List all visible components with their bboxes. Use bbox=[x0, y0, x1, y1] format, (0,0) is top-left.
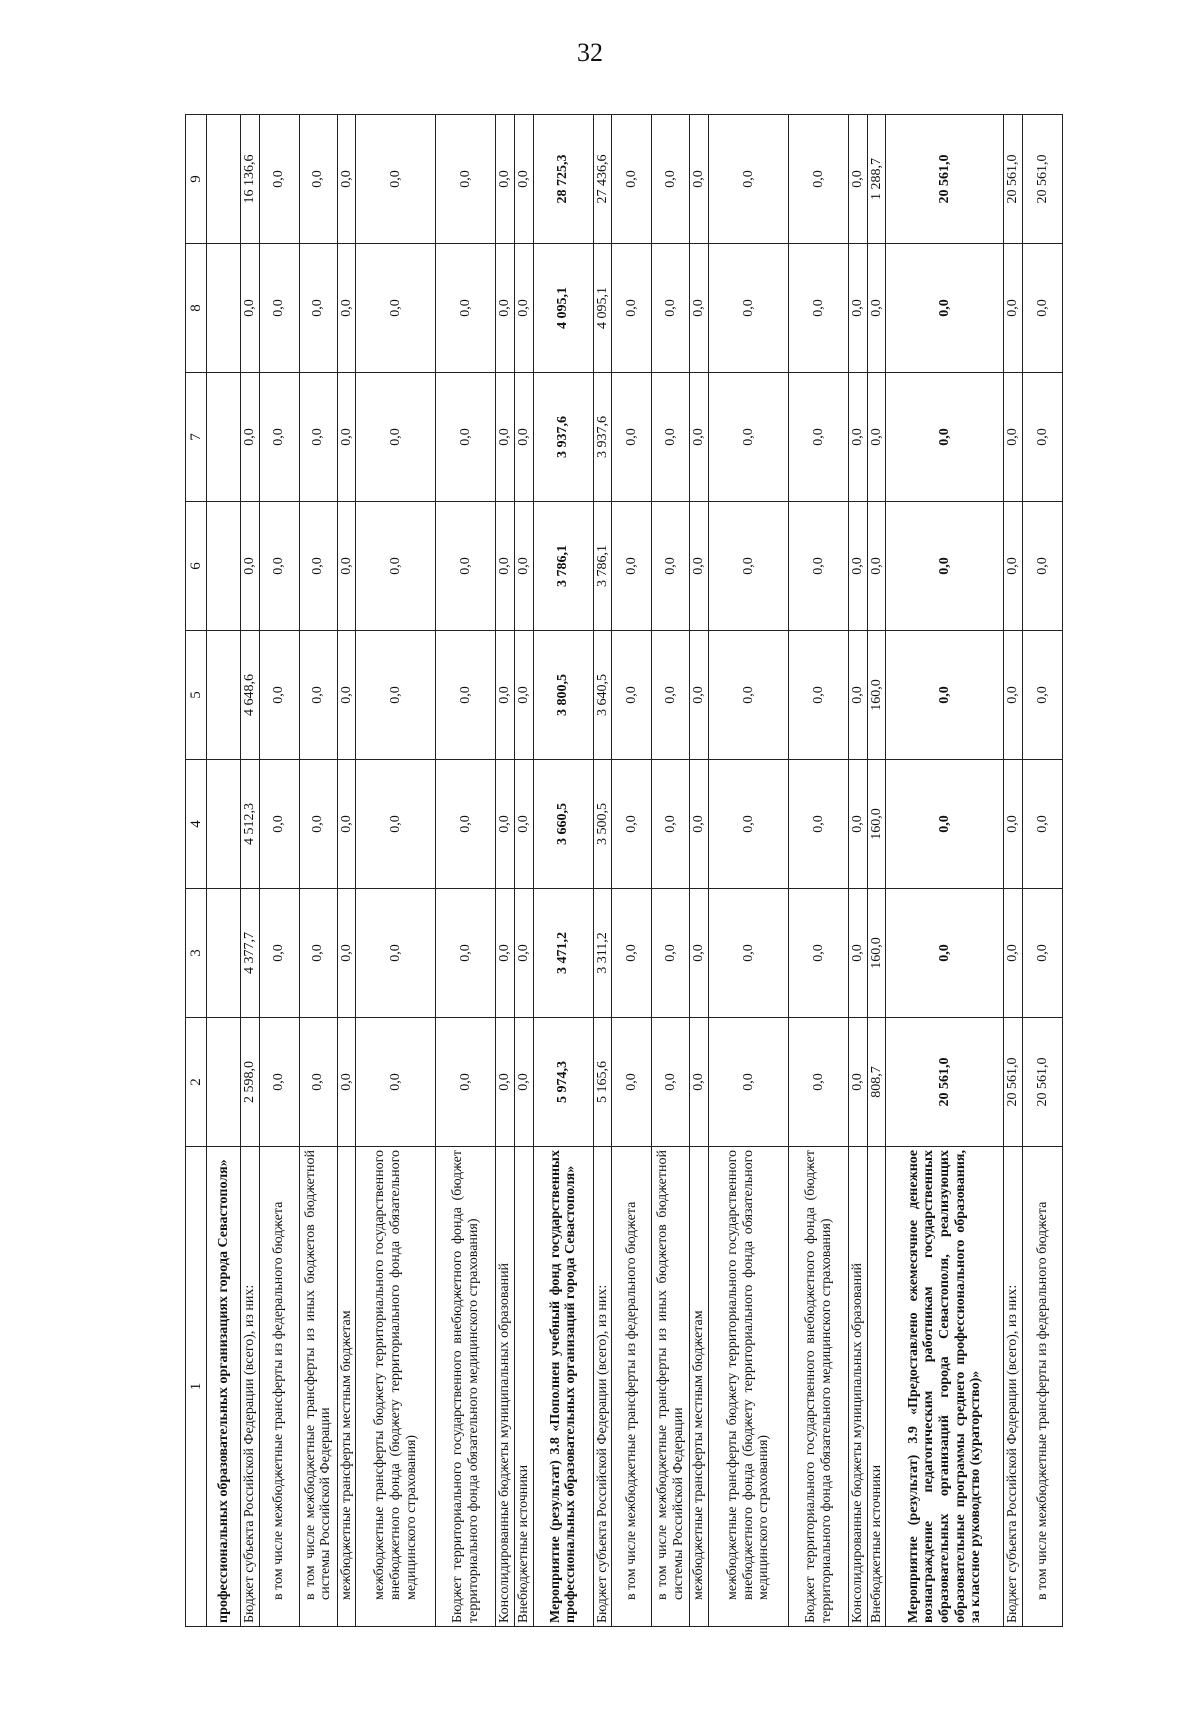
value-cell: 0,0 bbox=[356, 760, 436, 889]
value-cell: 5 974,3 bbox=[533, 1018, 593, 1147]
value-cell: 20 561,0 bbox=[1023, 115, 1063, 244]
value-cell: 0,0 bbox=[612, 502, 652, 631]
value-cell: 0,0 bbox=[849, 1018, 868, 1147]
value-cell: 0,0 bbox=[652, 244, 690, 373]
value-cell: 27 436,6 bbox=[593, 115, 612, 244]
value-cell: 0,0 bbox=[690, 1018, 709, 1147]
value-cell: 0,0 bbox=[886, 502, 1004, 631]
value-cell: 0,0 bbox=[849, 631, 868, 760]
row-label: межбюджетные трансферты местным бюджетам bbox=[337, 1147, 356, 1627]
value-cell: 0,0 bbox=[436, 631, 496, 760]
value-cell: 0,0 bbox=[496, 373, 515, 502]
row-label: межбюджетные трансферты бюджету территориального государственного внебюджетного фонда (бюджету территориального фонда обязательного медицинского страхования) bbox=[709, 1147, 789, 1627]
value-cell: 0,0 bbox=[515, 244, 534, 373]
value-cell: 0,0 bbox=[789, 115, 849, 244]
value-cell: 3 500,5 bbox=[593, 760, 612, 889]
value-cell: 0,0 bbox=[515, 889, 534, 1018]
column-header: 2 bbox=[186, 1018, 207, 1147]
value-cell: 0,0 bbox=[299, 631, 337, 760]
value-cell: 4 377,7 bbox=[241, 889, 260, 1018]
row-label: в том числе межбюджетные трансферты из иных бюджетов бюджетной системы Российской Федерации bbox=[652, 1147, 690, 1627]
value-cell bbox=[207, 1018, 241, 1147]
value-cell: 0,0 bbox=[515, 1018, 534, 1147]
value-cell: 0,0 bbox=[690, 373, 709, 502]
value-cell: 20 561,0 bbox=[886, 1018, 1004, 1147]
value-cell: 0,0 bbox=[690, 502, 709, 631]
value-cell: 0,0 bbox=[436, 889, 496, 1018]
value-cell: 0,0 bbox=[1023, 244, 1063, 373]
value-cell: 0,0 bbox=[849, 244, 868, 373]
row-label: Мероприятие (результат) 3.9 «Предоставлено ежемесячное денежное вознаграждение педагогическим работникам государственных образовательных организаций города Севастополя, реализующих образовательные программы среднего профессионального образования, за классное руководство (кураторство)» bbox=[886, 1147, 1004, 1627]
value-cell: 0,0 bbox=[299, 760, 337, 889]
row-label: Консолидированные бюджеты муниципальных образований bbox=[849, 1147, 868, 1627]
value-cell: 0,0 bbox=[709, 889, 789, 1018]
value-cell: 0,0 bbox=[612, 1018, 652, 1147]
value-cell: 0,0 bbox=[867, 502, 886, 631]
value-cell bbox=[207, 502, 241, 631]
value-cell: 0,0 bbox=[515, 115, 534, 244]
table-row bbox=[356, 115, 436, 1627]
value-cell: 0,0 bbox=[612, 889, 652, 1018]
value-cell: 20 561,0 bbox=[886, 115, 1004, 244]
value-cell: 0,0 bbox=[709, 502, 789, 631]
value-cell: 0,0 bbox=[337, 1018, 356, 1147]
value-cell: 3 786,1 bbox=[533, 502, 593, 631]
row-label: межбюджетные трансферты местным бюджетам bbox=[690, 1147, 709, 1627]
value-cell: 0,0 bbox=[690, 115, 709, 244]
value-cell: 0,0 bbox=[299, 373, 337, 502]
value-cell: 0,0 bbox=[356, 373, 436, 502]
value-cell: 0,0 bbox=[849, 889, 868, 1018]
row-label: межбюджетные трансферты бюджету территориального государственного внебюджетного фонда (бюджету территориального фонда обязательного медицинского страхования) bbox=[356, 1147, 436, 1627]
table-row bbox=[612, 115, 652, 1627]
table-body bbox=[186, 115, 1063, 1627]
table-row bbox=[886, 115, 1004, 1627]
value-cell: 0,0 bbox=[1004, 631, 1023, 760]
table-row bbox=[789, 115, 849, 1627]
row-label: Бюджет территориального государственного внебюджетного фонда (бюджет территориального фонда обязательного медицинского страхования) bbox=[436, 1147, 496, 1627]
value-cell: 0,0 bbox=[652, 889, 690, 1018]
value-cell: 0,0 bbox=[515, 502, 534, 631]
value-cell: 0,0 bbox=[337, 502, 356, 631]
value-cell: 0,0 bbox=[1023, 889, 1063, 1018]
value-cell: 0,0 bbox=[436, 244, 496, 373]
value-cell: 0,0 bbox=[886, 631, 1004, 760]
table-row bbox=[337, 115, 356, 1627]
column-header: 6 bbox=[186, 502, 207, 631]
value-cell: 0,0 bbox=[612, 373, 652, 502]
value-cell: 2 598,0 bbox=[241, 1018, 260, 1147]
value-cell: 20 561,0 bbox=[1004, 115, 1023, 244]
table-row bbox=[259, 115, 299, 1627]
table-row bbox=[652, 115, 690, 1627]
value-cell: 0,0 bbox=[690, 244, 709, 373]
value-cell: 1 288,7 bbox=[867, 115, 886, 244]
value-cell: 0,0 bbox=[886, 373, 1004, 502]
column-header: 7 bbox=[186, 373, 207, 502]
value-cell: 3 311,2 bbox=[593, 889, 612, 1018]
table-row bbox=[709, 115, 789, 1627]
value-cell bbox=[207, 760, 241, 889]
value-cell: 0,0 bbox=[259, 631, 299, 760]
value-cell: 20 561,0 bbox=[1023, 1018, 1063, 1147]
table-row bbox=[436, 115, 496, 1627]
column-header: 4 bbox=[186, 760, 207, 889]
table-row bbox=[533, 115, 593, 1627]
value-cell: 0,0 bbox=[709, 1018, 789, 1147]
value-cell: 808,7 bbox=[867, 1018, 886, 1147]
row-label: Бюджет субъекта Российской Федерации (всего), из них: bbox=[241, 1147, 260, 1627]
value-cell: 0,0 bbox=[789, 1018, 849, 1147]
table-header-row bbox=[186, 115, 207, 1627]
value-cell: 0,0 bbox=[612, 244, 652, 373]
table-row bbox=[496, 115, 515, 1627]
row-label: Внебюджетные источники bbox=[515, 1147, 534, 1627]
value-cell: 0,0 bbox=[436, 760, 496, 889]
row-label: Бюджет субъекта Российской Федерации (всего), из них: bbox=[1004, 1147, 1023, 1627]
column-header: 8 bbox=[186, 244, 207, 373]
value-cell: 4 095,1 bbox=[593, 244, 612, 373]
value-cell: 0,0 bbox=[496, 889, 515, 1018]
value-cell: 0,0 bbox=[436, 373, 496, 502]
value-cell: 0,0 bbox=[789, 244, 849, 373]
value-cell: 0,0 bbox=[652, 115, 690, 244]
value-cell: 0,0 bbox=[259, 1018, 299, 1147]
value-cell: 0,0 bbox=[259, 373, 299, 502]
value-cell: 0,0 bbox=[259, 115, 299, 244]
row-label: Бюджет территориального государственного внебюджетного фонда (бюджет территориального фонда обязательного медицинского страхования) bbox=[789, 1147, 849, 1627]
value-cell: 160,0 bbox=[867, 760, 886, 889]
value-cell: 0,0 bbox=[789, 760, 849, 889]
value-cell: 0,0 bbox=[652, 373, 690, 502]
table-row bbox=[690, 115, 709, 1627]
value-cell: 0,0 bbox=[496, 1018, 515, 1147]
value-cell: 0,0 bbox=[356, 631, 436, 760]
value-cell: 0,0 bbox=[652, 1018, 690, 1147]
value-cell: 0,0 bbox=[337, 889, 356, 1018]
table-row bbox=[241, 115, 260, 1627]
value-cell: 0,0 bbox=[849, 760, 868, 889]
value-cell: 28 725,3 bbox=[533, 115, 593, 244]
table-row bbox=[867, 115, 886, 1627]
value-cell: 0,0 bbox=[356, 244, 436, 373]
value-cell: 0,0 bbox=[690, 889, 709, 1018]
row-label: Бюджет субъекта Российской Федерации (всего), из них: bbox=[593, 1147, 612, 1627]
row-label: Внебюджетные источники bbox=[867, 1147, 886, 1627]
value-cell: 4 095,1 bbox=[533, 244, 593, 373]
value-cell: 0,0 bbox=[337, 631, 356, 760]
table-rotator bbox=[185, 115, 1185, 1627]
value-cell: 0,0 bbox=[789, 373, 849, 502]
value-cell bbox=[207, 889, 241, 1018]
value-cell: 3 786,1 bbox=[593, 502, 612, 631]
value-cell: 5 165,6 bbox=[593, 1018, 612, 1147]
value-cell: 0,0 bbox=[259, 760, 299, 889]
value-cell: 0,0 bbox=[1004, 502, 1023, 631]
value-cell: 0,0 bbox=[496, 502, 515, 631]
table-row bbox=[593, 115, 612, 1627]
value-cell bbox=[207, 631, 241, 760]
value-cell: 0,0 bbox=[436, 1018, 496, 1147]
value-cell: 0,0 bbox=[241, 502, 260, 631]
value-cell: 0,0 bbox=[515, 631, 534, 760]
value-cell: 0,0 bbox=[299, 115, 337, 244]
value-cell: 0,0 bbox=[709, 373, 789, 502]
value-cell bbox=[207, 244, 241, 373]
budget-table bbox=[185, 114, 1063, 1627]
table-row bbox=[849, 115, 868, 1627]
value-cell bbox=[207, 115, 241, 244]
value-cell: 0,0 bbox=[612, 760, 652, 889]
value-cell: 0,0 bbox=[1004, 244, 1023, 373]
value-cell: 0,0 bbox=[690, 760, 709, 889]
value-cell: 0,0 bbox=[709, 631, 789, 760]
value-cell: 0,0 bbox=[709, 244, 789, 373]
value-cell: 0,0 bbox=[1004, 760, 1023, 889]
row-label: в том числе межбюджетные трансферты из федерального бюджета bbox=[1023, 1147, 1063, 1627]
value-cell: 16 136,6 bbox=[241, 115, 260, 244]
value-cell: 0,0 bbox=[789, 502, 849, 631]
value-cell: 0,0 bbox=[436, 115, 496, 244]
value-cell: 0,0 bbox=[356, 115, 436, 244]
value-cell: 3 640,5 bbox=[593, 631, 612, 760]
value-cell: 0,0 bbox=[1023, 373, 1063, 502]
value-cell: 3 471,2 bbox=[533, 889, 593, 1018]
column-header: 9 bbox=[186, 115, 207, 244]
value-cell: 0,0 bbox=[241, 373, 260, 502]
value-cell: 3 937,6 bbox=[593, 373, 612, 502]
value-cell: 0,0 bbox=[299, 502, 337, 631]
row-label: в том числе межбюджетные трансферты из федерального бюджета bbox=[612, 1147, 652, 1627]
value-cell: 160,0 bbox=[867, 631, 886, 760]
value-cell: 0,0 bbox=[299, 889, 337, 1018]
value-cell: 0,0 bbox=[612, 631, 652, 760]
value-cell: 0,0 bbox=[652, 631, 690, 760]
value-cell: 0,0 bbox=[849, 373, 868, 502]
column-header: 5 bbox=[186, 631, 207, 760]
value-cell: 0,0 bbox=[652, 502, 690, 631]
row-label: Консолидированные бюджеты муниципальных образований bbox=[496, 1147, 515, 1627]
value-cell: 0,0 bbox=[867, 244, 886, 373]
value-cell: 0,0 bbox=[1004, 373, 1023, 502]
value-cell: 0,0 bbox=[436, 502, 496, 631]
value-cell: 0,0 bbox=[259, 244, 299, 373]
value-cell: 0,0 bbox=[356, 502, 436, 631]
value-cell: 0,0 bbox=[1023, 502, 1063, 631]
value-cell: 0,0 bbox=[652, 760, 690, 889]
page-number: 32 bbox=[577, 38, 603, 67]
table-row bbox=[1004, 115, 1023, 1627]
value-cell: 0,0 bbox=[356, 1018, 436, 1147]
value-cell: 3 800,5 bbox=[533, 631, 593, 760]
value-cell: 0,0 bbox=[496, 760, 515, 889]
value-cell: 20 561,0 bbox=[1004, 1018, 1023, 1147]
value-cell: 0,0 bbox=[496, 115, 515, 244]
value-cell: 0,0 bbox=[356, 889, 436, 1018]
value-cell: 3 937,6 bbox=[533, 373, 593, 502]
value-cell: 0,0 bbox=[299, 1018, 337, 1147]
value-cell: 4 512,3 bbox=[241, 760, 260, 889]
column-header: 1 bbox=[186, 1147, 207, 1627]
value-cell: 0,0 bbox=[496, 631, 515, 760]
value-cell: 0,0 bbox=[849, 115, 868, 244]
table-row bbox=[207, 115, 241, 1627]
value-cell: 0,0 bbox=[515, 373, 534, 502]
value-cell: 160,0 bbox=[867, 889, 886, 1018]
table-row bbox=[1023, 115, 1063, 1627]
value-cell: 0,0 bbox=[867, 373, 886, 502]
value-cell: 4 648,6 bbox=[241, 631, 260, 760]
value-cell: 0,0 bbox=[1004, 889, 1023, 1018]
value-cell: 0,0 bbox=[789, 631, 849, 760]
table-row bbox=[515, 115, 534, 1627]
value-cell: 0,0 bbox=[337, 115, 356, 244]
value-cell: 0,0 bbox=[612, 115, 652, 244]
value-cell: 0,0 bbox=[299, 244, 337, 373]
value-cell: 0,0 bbox=[886, 244, 1004, 373]
value-cell: 0,0 bbox=[709, 760, 789, 889]
row-label: в том числе межбюджетные трансферты из федерального бюджета bbox=[259, 1147, 299, 1627]
value-cell: 3 660,5 bbox=[533, 760, 593, 889]
value-cell: 0,0 bbox=[690, 631, 709, 760]
value-cell: 0,0 bbox=[337, 244, 356, 373]
value-cell: 0,0 bbox=[1023, 631, 1063, 760]
table-row bbox=[299, 115, 337, 1627]
row-label: профессиональных образовательных организациях города Севастополя» bbox=[207, 1147, 241, 1627]
value-cell: 0,0 bbox=[789, 889, 849, 1018]
value-cell: 0,0 bbox=[337, 373, 356, 502]
value-cell: 0,0 bbox=[337, 760, 356, 889]
value-cell: 0,0 bbox=[849, 502, 868, 631]
value-cell: 0,0 bbox=[709, 115, 789, 244]
value-cell: 0,0 bbox=[886, 889, 1004, 1018]
row-label: в том числе межбюджетные трансферты из иных бюджетов бюджетной системы Российской Федерации bbox=[299, 1147, 337, 1627]
value-cell: 0,0 bbox=[515, 760, 534, 889]
row-label: Мероприятие (результат) 3.8 «Пополнен учебный фонд государственных профессиональных образовательных организаций города Севастополя» bbox=[533, 1147, 593, 1627]
value-cell: 0,0 bbox=[259, 889, 299, 1018]
column-header: 3 bbox=[186, 889, 207, 1018]
value-cell: 0,0 bbox=[886, 760, 1004, 889]
value-cell: 0,0 bbox=[259, 502, 299, 631]
value-cell: 0,0 bbox=[496, 244, 515, 373]
value-cell: 0,0 bbox=[1023, 760, 1063, 889]
value-cell bbox=[207, 373, 241, 502]
value-cell: 0,0 bbox=[241, 244, 260, 373]
